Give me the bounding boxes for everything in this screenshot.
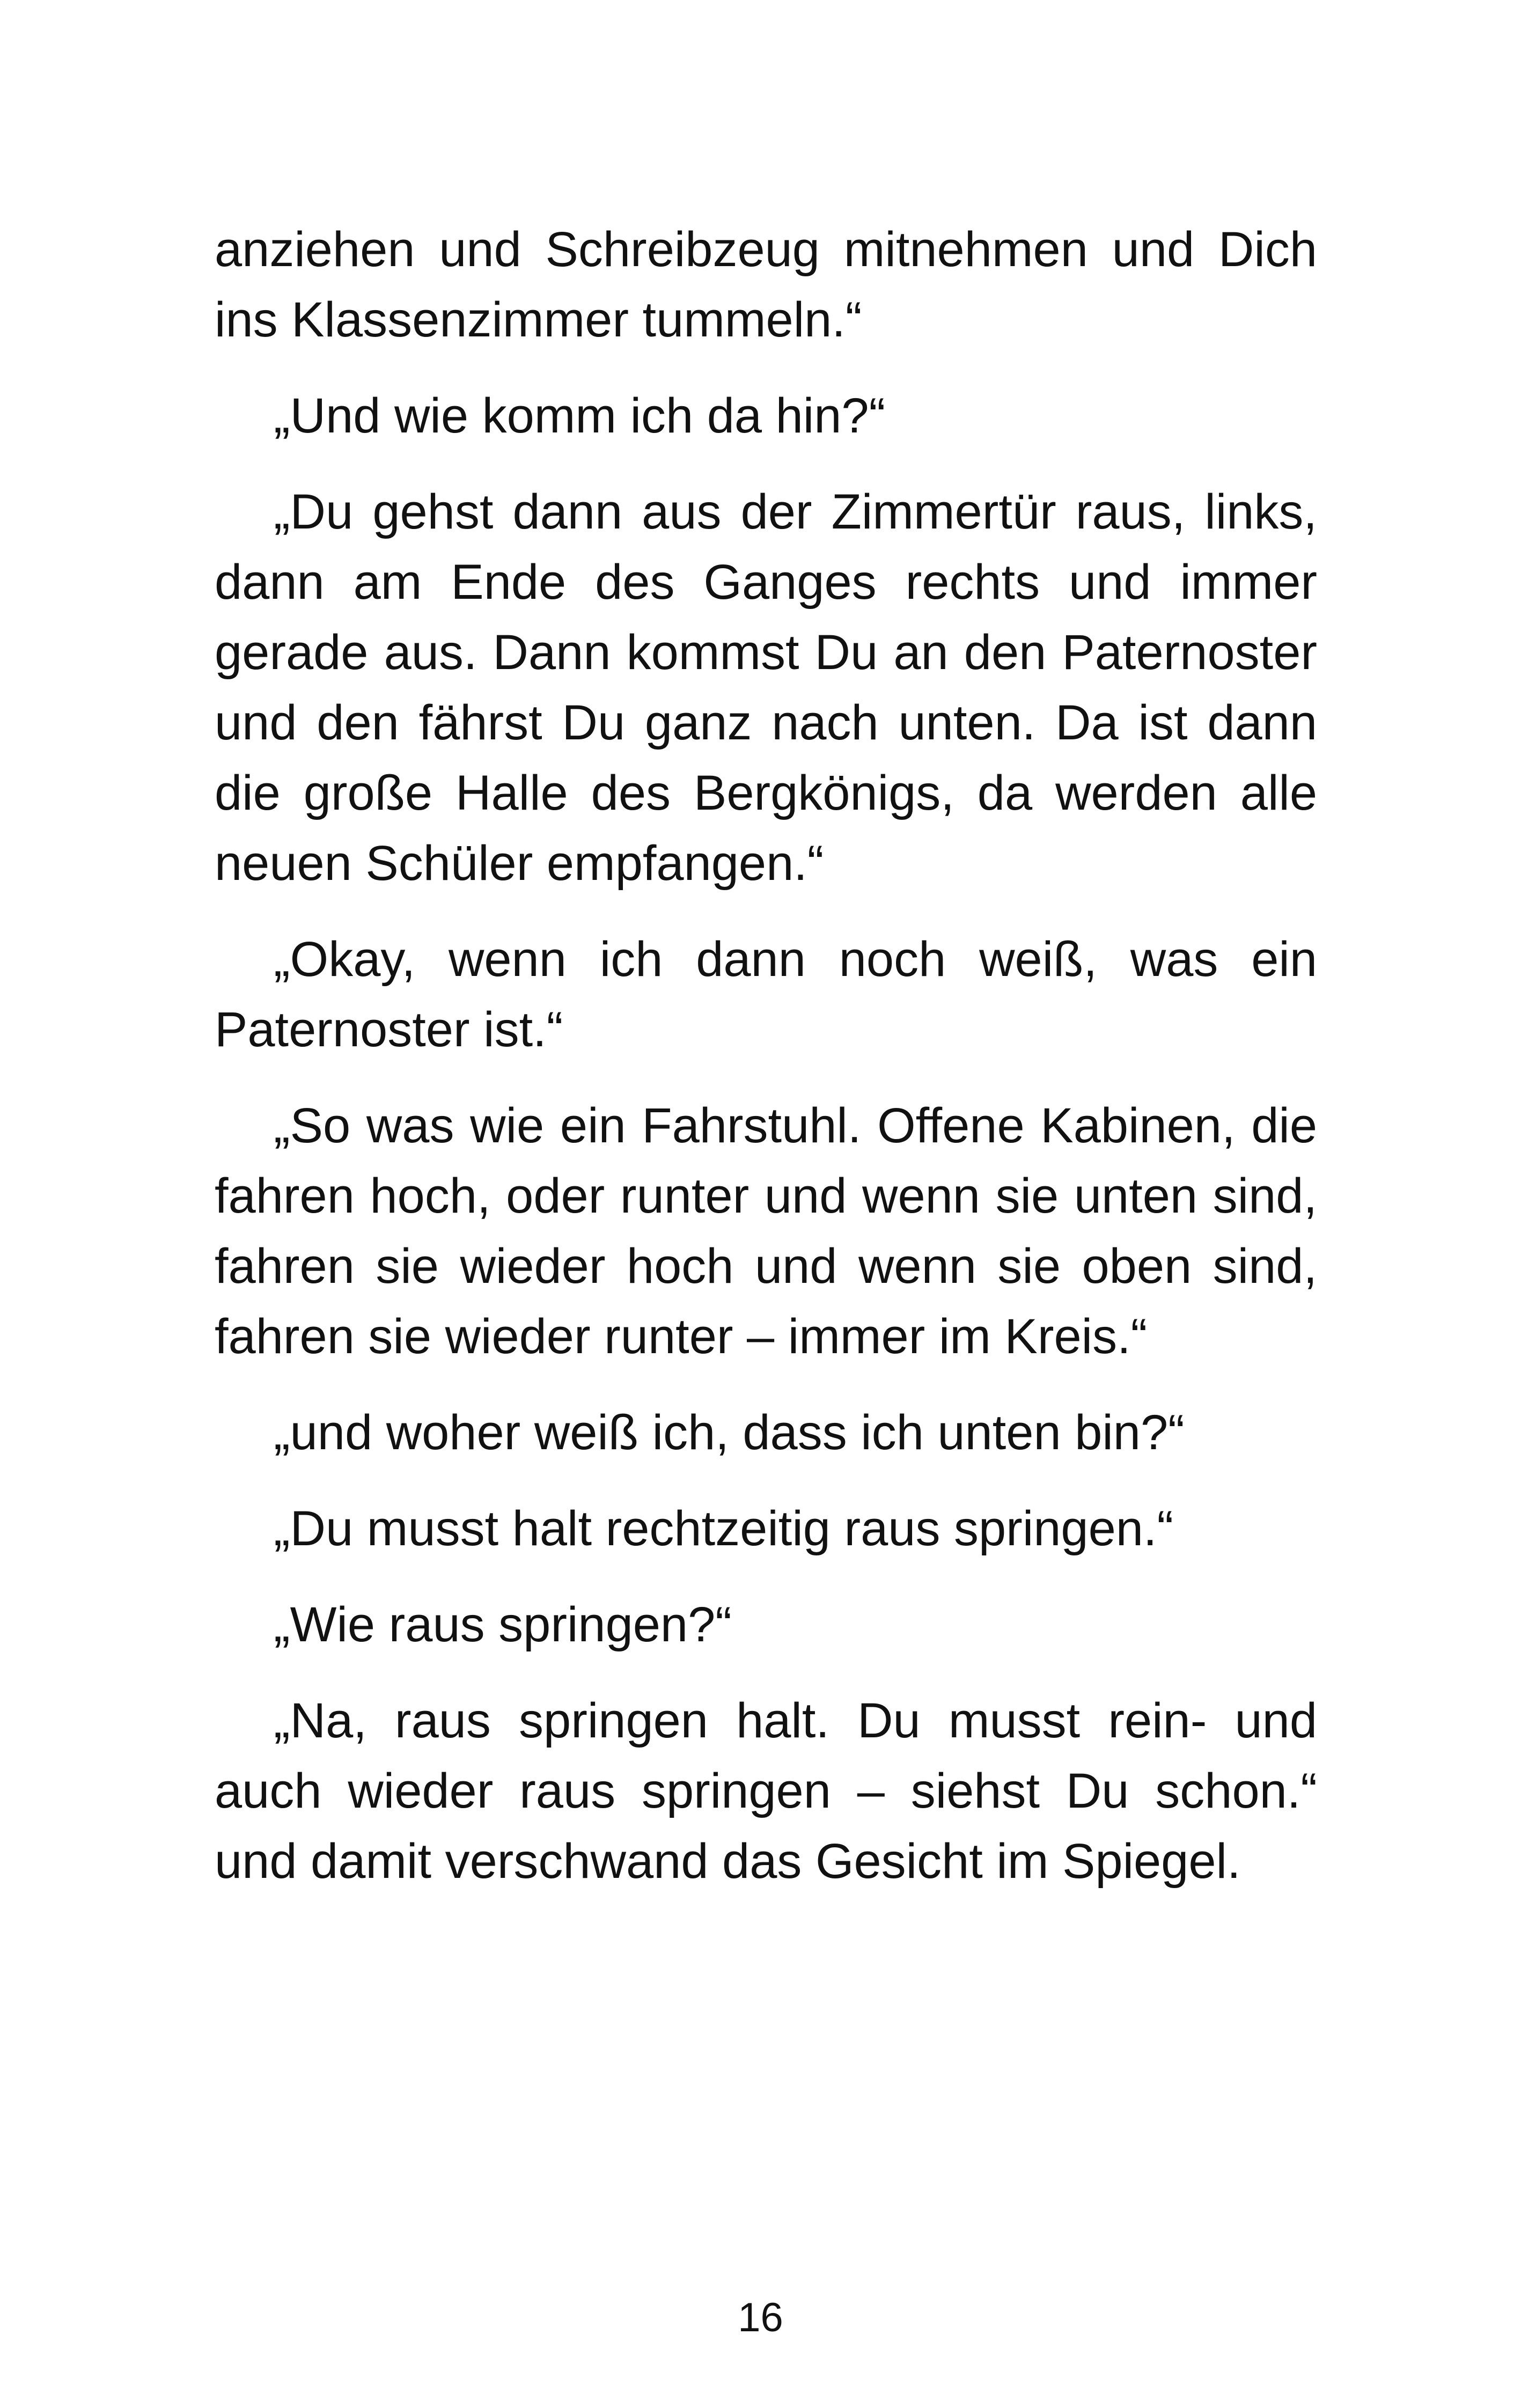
paragraph: anziehen und Schreibzeug mitnehmen und Dich ins Klassenzimmer tummeln.“ [215,222,1317,347]
paragraph: „Und wie komm ich da hin?“ [274,388,886,443]
paragraph: „Wie raus springen?“ [274,1597,732,1652]
page-number: 16 [738,2295,783,2340]
paragraph: „Na, raus springen halt. Du musst rein- und auch wieder raus springen – siehst Du schon.“ und damit verschwand das Gesicht im Spiegel. [215,1693,1317,1889]
paragraph: „und woher weiß ich, dass ich unten bin?“ [274,1405,1185,1460]
body-text [215,215,1317,1922]
paragraph: „Du gehst dann aus der Zimmertür raus, links, dann am Ende des Ganges rechts und immer gerade aus. Dann kommst Du an den Paternoster und den fährst Du ganz nach unten. Da ist dann die große Halle des Bergkönigs, da werden alle neuen Schüler empfangen.“ [215,484,1317,891]
paragraph: „Du musst halt rechtzeitig raus springen.“ [274,1501,1174,1556]
paragraph: „So was wie ein Fahrstuhl. Offene Kabinen, die fahren hoch, oder runter und wenn sie unten sind, fahren sie wieder hoch und wenn sie oben sind, fahren sie wieder runter – immer im Kreis.“ [215,1098,1317,1364]
paragraph: „Okay, wenn ich dann noch weiß, was ein Paternoster ist.“ [215,932,1317,1057]
